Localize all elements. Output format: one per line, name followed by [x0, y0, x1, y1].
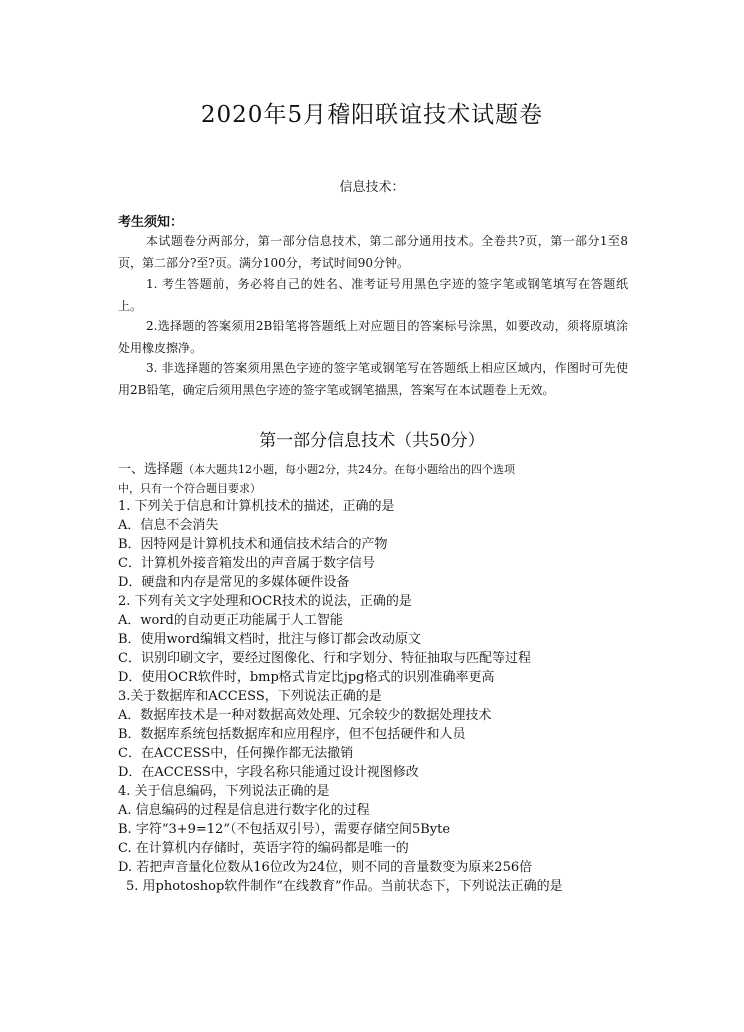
question-option: C．计算机外接音箱发出的声音属于数字信号 [118, 556, 375, 571]
exam-title: 2020年5月稽阳联谊技术试题卷 [200, 102, 544, 128]
question-option: D．使用OCR软件时，bmp格式肯定比jpg格式的识别准确率更高 [118, 670, 495, 685]
notice-heading: 考生须知： [118, 215, 184, 230]
choice-intro-detail-2: 中，只有一个符合题目要求） [118, 482, 261, 495]
question-option: A．信息不会消失 [118, 518, 219, 533]
choice-intro-detail: （本大题共12小题，每小题2分，共24分。在每小题给出的四个选项 [183, 463, 516, 476]
question-option: A．word的自动更正功能属于人工智能 [118, 613, 343, 628]
exam-subtitle: 信息技术： [339, 180, 405, 195]
question-stem: 4. 关于信息编码，下列说法正确的是 [118, 784, 330, 799]
notice-paragraph: 1. 考生答题前，务必将自己的姓名、准考证号用黑色字迹的签字笔或钢笔填写在答题纸上。 [118, 277, 628, 313]
question-stem: 1. 下列关于信息和计算机技术的描述，正确的是 [118, 499, 395, 514]
question-option: B. 字符“3+9=12”（不包括双引号），需要存储空间5Byte [118, 822, 451, 837]
question-option: C．在ACCESS中，任何操作都无法撤销 [118, 746, 354, 761]
question-option: D．硬盘和内存是常见的多媒体硬件设备 [118, 575, 350, 590]
question-option: D．在ACCESS中，字段名称只能通过设计视图修改 [118, 765, 419, 780]
choice-intro-lead: 一、选择题 [118, 462, 184, 477]
question-stem: 5. 用photoshop软件制作“在线教育”作品。当前状态下，下列说法正确的是 [126, 879, 563, 894]
question-option: A. 信息编码的过程是信息进行数字化的过程 [118, 803, 370, 818]
question-option: A．数据库技术是一种对数据高效处理、冗余较少的数据处理技术 [118, 708, 492, 723]
section-title: 第一部分信息技术（共50分） [259, 431, 485, 451]
question-option: B．因特网是计算机技术和通信技术结合的产物 [118, 537, 388, 552]
question-stem: 3.关于数据库和ACCESS，下列说法正确的是 [118, 689, 382, 704]
question-option: D. 若把声音量化位数从16位改为24位，则不同的音量数变为原来256倍 [118, 860, 533, 875]
question-stem: 2. 下列有关文字处理和OCR技术的说法，正确的是 [118, 594, 412, 609]
notice-paragraph: 3. 非选择题的答案须用黑色字迹的签字笔或钢笔写在答题纸上相应区域内，作图时可先使用2B铅笔，确定后须用黑色字迹的签字笔或钢笔描黑，答案写在本试题卷上无效。 [118, 361, 628, 397]
question-option: C. 在计算机内存储时，英语字符的编码都是唯一的 [118, 841, 409, 856]
notice-paragraph: 2.选择题的答案须用2B铅笔将答题纸上对应题目的答案标号涂黑，如要改动，须将原填涂处用橡皮擦净。 [118, 319, 628, 355]
choice-intro [118, 460, 638, 479]
notice-paragraph: 本试题卷分两部分，第一部分信息技术，第二部分通用技术。全卷共?页，第一部分1至8页，第二部分?至?页。满分100分，考试时间90分钟。 [118, 234, 628, 270]
question-option: C．识别印刷文字，要经过图像化、行和字划分、特征抽取与匹配等过程 [118, 651, 531, 666]
question-option: B．使用word编辑文档时，批注与修订都会改动原文 [118, 632, 422, 647]
question-option: B．数据库系统包括数据库和应用程序，但不包括硬件和人员 [118, 727, 466, 742]
